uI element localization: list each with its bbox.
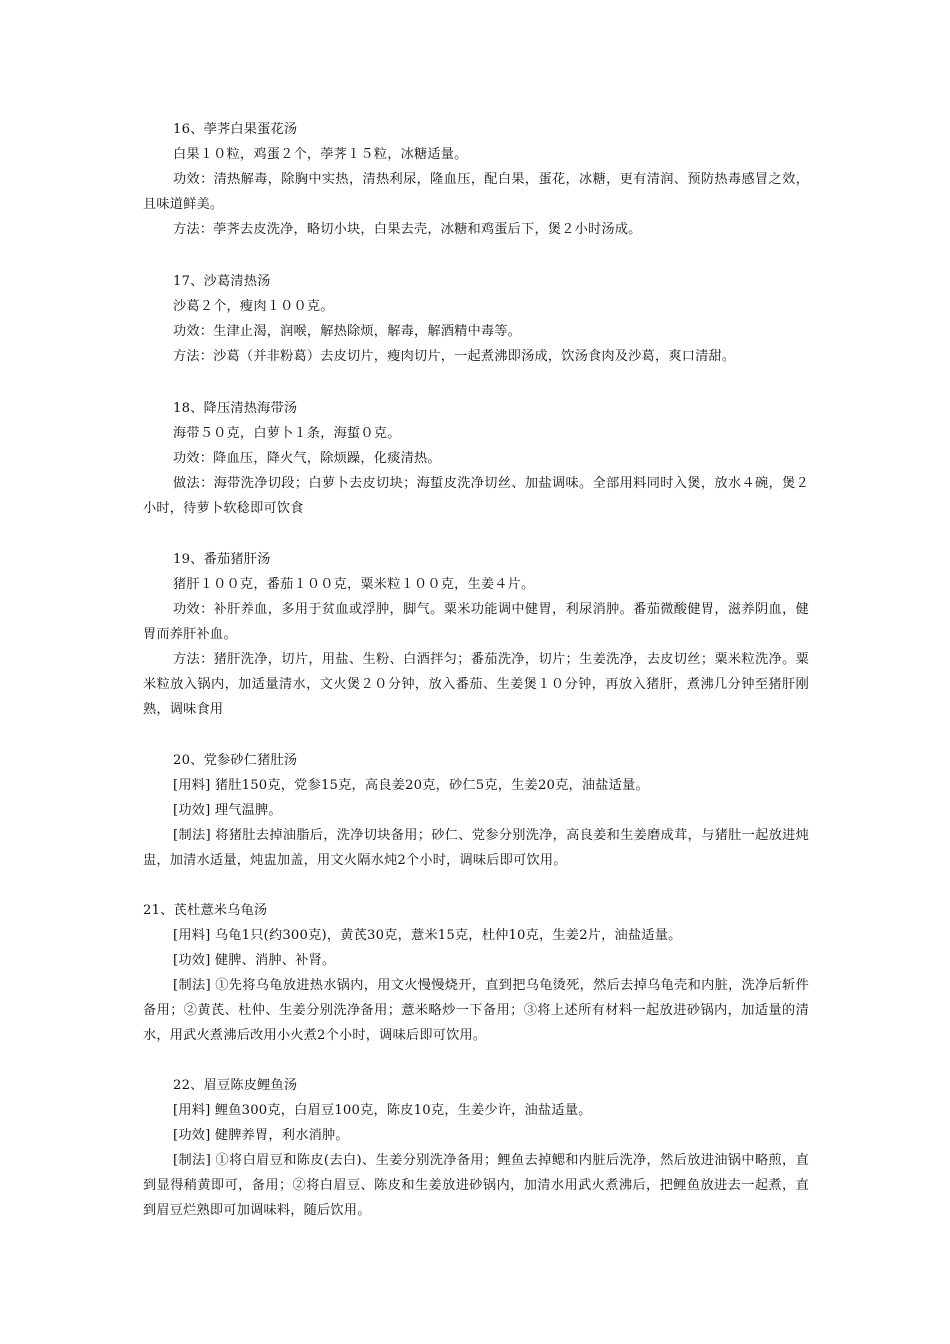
method: [制法] ①先将乌龟放进热水锅内，用文火慢慢烧开，直到把乌龟烫死，然后去掉乌龟壳和内脏，洗净后斩件备用；②黄芪、杜仲、生姜分别洗净备用；薏米略炒一下备用；③将上述所有材料一起放进砂锅内，加适量的清水，用武火煮沸后改用小火煮2个小时，调味后即可饮用。 (143, 978, 809, 1043)
effect: 功效：降血压，降火气，除烦躁，化痰清热。 (173, 451, 441, 466)
ingredients: [用料] 鲤鱼300克，白眉豆100克，陈皮10克，生姜少许，油盐适量。 (173, 1103, 592, 1118)
recipe-20 (143, 748, 809, 873)
ingredients: 白果１０粒，鸡蛋２个，荸荠１５粒，冰糖适量。 (173, 147, 468, 162)
ingredients: [用料] 乌龟1只(约300克)，黄芪30克，薏米15克，杜仲10克，生姜2片，油盐适量。 (173, 928, 682, 943)
recipe-22 (143, 1073, 809, 1223)
recipe-title: 17、沙葛清热汤 (173, 274, 271, 289)
ingredients: 海带５０克，白萝卜１条，海蜇０克。 (173, 426, 401, 441)
effect: [功效] 健脾、消肿、补肾。 (173, 953, 336, 968)
recipe-title: 18、降压清热海带汤 (173, 401, 298, 416)
effect: 功效：清热解毒，除胸中实热，清热利尿，隆血压，配白果，蛋花，冰糖，更有清润、预防热毒感冒之效，且味道鲜美。 (143, 172, 809, 212)
recipe-16 (143, 117, 809, 242)
recipe-17 (143, 269, 809, 369)
method: [制法] 将猪肚去掉油脂后，洗净切块备用；砂仁、党参分别洗净，高良姜和生姜磨成茸，与猪肚一起放进炖盅，加清水适量，炖盅加盖，用文火隔水炖2个小时，调味后即可饮用。 (143, 828, 809, 868)
recipe-title: 21、芪杜薏米乌龟汤 (143, 903, 268, 918)
recipe-title: 20、党参砂仁猪肚汤 (173, 753, 298, 768)
effect: [功效] 健脾养胃，利水消肿。 (173, 1128, 349, 1143)
ingredients: 猪肝１００克，番茄１００克，粟米粒１００克，生姜４片。 (173, 577, 535, 592)
recipe-21 (143, 898, 809, 1048)
recipe-title: 16、荸荠白果蛋花汤 (173, 122, 298, 137)
method: 方法：荸荠去皮洗净，略切小块，白果去壳，冰糖和鸡蛋后下，煲２小时汤成。 (173, 222, 642, 237)
method: [制法] ①将白眉豆和陈皮(去白)、生姜分别洗净备用；鲤鱼去掉鳃和内脏后洗净，然后放进油锅中略煎，直到显得稍黄即可，备用；②将白眉豆、陈皮和生姜放进砂锅内，加清水用武火煮沸后，把鲤鱼放进去一起煮，直到眉豆烂熟即可加调味料，随后饮用。 (143, 1153, 809, 1218)
recipe-title: 19、番茄猪肝汤 (173, 552, 271, 567)
method: 方法：猪肝洗净，切片，用盐、生粉、白酒拌匀；番茄洗净，切片；生姜洗净，去皮切丝；粟米粒洗净。粟米粒放入锅内，加适量清水，文火煲２０分钟，放入番茄、生姜煲１０分钟，再放入猪肝，煮沸几分钟至猪肝刚熟，调味食用 (143, 652, 809, 717)
recipe-19 (143, 547, 809, 722)
recipe-list (143, 117, 809, 1250)
method: 方法：沙葛（并非粉葛）去皮切片，瘦肉切片，一起煮沸即汤成，饮汤食肉及沙葛，爽口清甜。 (173, 349, 736, 364)
effect: [功效] 理气温脾。 (173, 803, 282, 818)
effect: 功效：生津止渴，润喉，解热除烦，解毒，解酒精中毒等。 (173, 324, 522, 339)
ingredients: 沙葛２个，瘦肉１００克。 (173, 299, 334, 314)
recipe-title: 22、眉豆陈皮鲤鱼汤 (173, 1078, 298, 1093)
method: 做法：海带洗净切段；白萝卜去皮切块；海蜇皮洗净切丝、加盐调味。全部用料同时入煲，放水４碗，煲２小时，待萝卜软稔即可饮食 (143, 476, 809, 516)
recipe-18 (143, 396, 809, 521)
ingredients: [用料] 猪肚150克，党参15克，高良姜20克，砂仁5克，生姜20克，油盐适量。 (173, 778, 649, 793)
effect: 功效：补肝养血，多用于贫血或浮肿，脚气。粟米功能调中健胃，利尿消肿。番茄微酸健胃，滋养阴血，健胃而养肝补血。 (143, 602, 809, 642)
